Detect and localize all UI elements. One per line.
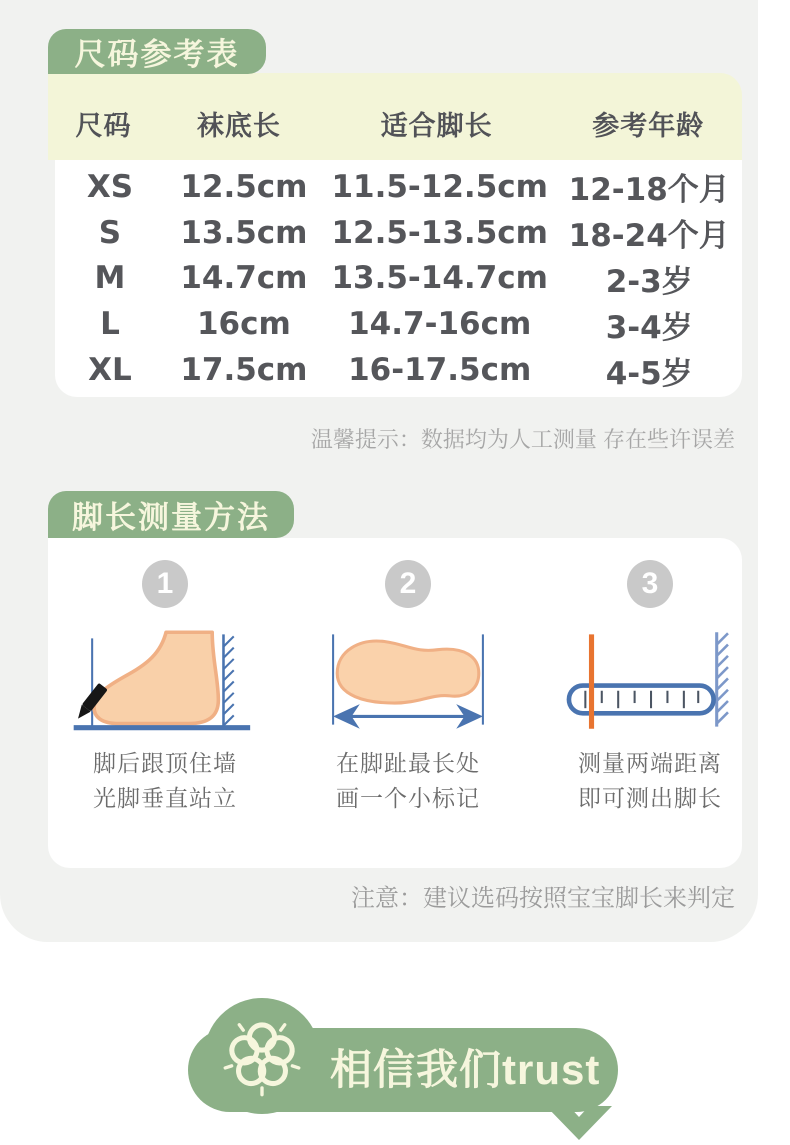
table-row [55, 301, 742, 347]
col-header-foot-length: 适合脚长 [380, 110, 493, 141]
cell-size: S [98, 214, 122, 251]
cell-sole-length: 13.5cm [180, 214, 308, 251]
col-header-sole-length: 袜底长 [196, 110, 281, 141]
cell-size: M [94, 260, 126, 297]
cell-age: 2-3岁 [605, 263, 693, 300]
size-choice-advice-note: 注意：建议选码按照宝宝脚长来判定 [351, 885, 735, 912]
cell-sole-length: 17.5cm [180, 352, 308, 389]
table-row [55, 256, 742, 302]
cell-foot-length: 13.5-14.7cm [331, 260, 548, 297]
cell-sole-length: 16cm [196, 306, 291, 343]
cell-sole-length: 12.5cm [180, 168, 308, 205]
cell-age: 18-24个月 [568, 218, 730, 255]
step-3-caption-line2: 即可测出脚长 [578, 785, 722, 811]
cell-foot-length: 14.7-16cm [348, 306, 532, 343]
measure-step-3 [540, 538, 760, 816]
measure-step-1 [55, 538, 275, 816]
measure-method-title-badge [48, 491, 294, 538]
step-3-caption-line1: 测量两端距离 [578, 750, 722, 776]
step-1-number-badge: 1 [142, 560, 188, 608]
step-1-caption-line2: 光脚垂直站立 [93, 785, 237, 811]
step-2-number-badge: 2 [385, 560, 431, 608]
col-header-age: 参考年龄 [592, 110, 705, 141]
step-2-caption-line1: 在脚趾最长处 [336, 750, 480, 776]
col-header-size: 尺码 [75, 110, 132, 141]
size-table-title-badge [48, 29, 266, 74]
trust-banner-text: 相信我们trust [330, 1046, 601, 1093]
measure-method-title: 脚长测量方法 [72, 500, 270, 535]
cell-size: L [100, 306, 120, 343]
size-table-header-panel [48, 73, 742, 160]
step-1-caption-line1: 脚后跟顶住墙 [93, 750, 237, 776]
cell-age: 12-18个月 [568, 172, 730, 209]
cell-size: XL [88, 352, 132, 389]
footprint-arrow-illustration [298, 622, 518, 740]
cell-age: 3-4岁 [605, 309, 693, 346]
trust-banner-logo-circle [204, 998, 320, 1114]
ruler-wall-illustration [540, 622, 760, 740]
size-table-header-row [48, 93, 742, 153]
table-row [55, 164, 742, 210]
measure-step-2 [298, 538, 518, 816]
size-table-body [55, 160, 742, 397]
cell-sole-length: 14.7cm [180, 260, 308, 297]
table-row [55, 210, 742, 256]
footprint-length-arrow-icon [318, 622, 498, 740]
flower-icon [220, 1014, 304, 1098]
step-2-caption-line2: 画一个小标记 [336, 785, 480, 811]
ruler-to-wall-icon [560, 622, 740, 740]
table-row [55, 347, 742, 393]
cell-foot-length: 16-17.5cm [348, 352, 532, 389]
cell-size: XS [86, 168, 134, 205]
measurement-disclaimer-note: 温馨提示：数据均为人工测量 存在些许误差 [310, 427, 735, 452]
foot-heel-against-wall-icon [67, 622, 263, 740]
foot-against-wall-illustration [55, 622, 275, 740]
step-3-number-badge: 3 [627, 560, 673, 608]
measure-method-panel [48, 538, 742, 868]
cell-age: 4-5岁 [605, 355, 693, 392]
size-table-title: 尺码参考表 [74, 37, 240, 72]
cell-foot-length: 12.5-13.5cm [331, 214, 548, 251]
cell-foot-length: 11.5-12.5cm [331, 168, 548, 205]
